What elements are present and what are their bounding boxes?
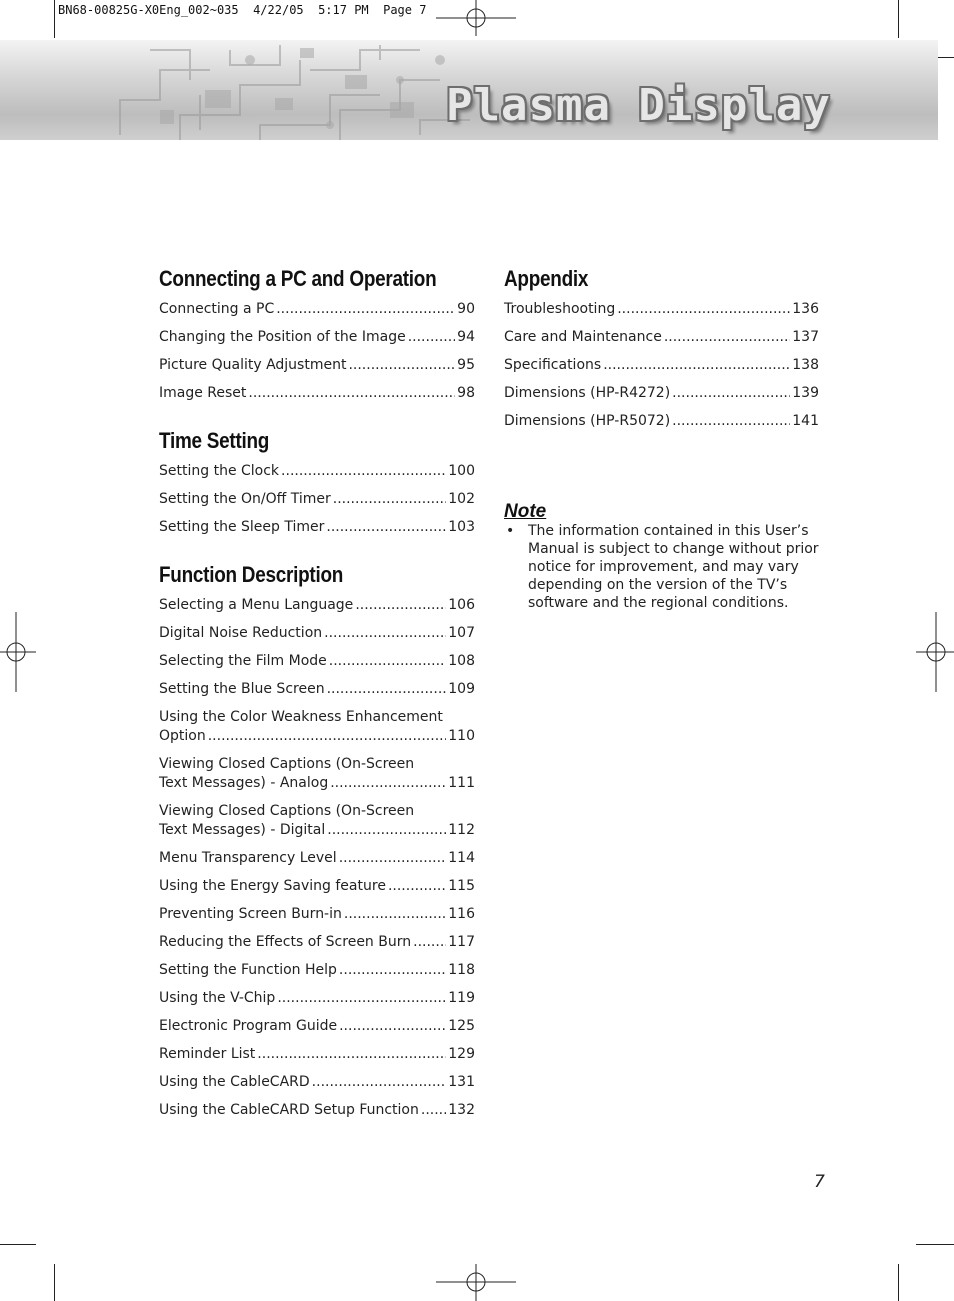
- toc-page-number: 100: [448, 463, 475, 479]
- toc-entry[interactable]: [504, 324, 819, 352]
- toc-page-number: 115: [448, 878, 475, 894]
- note-body: [506, 522, 826, 612]
- toc-entry-title-cont: Text Messages) - Analog: [159, 775, 329, 791]
- note-bullet: •: [506, 523, 515, 539]
- toc-entry-title-cont: Text Messages) - Digital: [159, 822, 326, 838]
- toc-entry-title-cont: Option: [159, 728, 206, 744]
- toc-entry-title: Using the CableCARD Setup Function: [159, 1102, 419, 1118]
- toc-entry[interactable]: [159, 514, 475, 542]
- dot-leader: [257, 1045, 446, 1064]
- toc-entry-title: Connecting a PC: [159, 301, 275, 317]
- toc-entry-title: Specifications: [504, 357, 602, 373]
- print-slug: BN68-00825G-X0Eng_002~035 4/22/05 5:17 PM Page 7: [58, 3, 427, 17]
- toc-entry-title: Dimensions (HP-R5072): [504, 413, 671, 429]
- dot-leader: [672, 412, 790, 431]
- toc-page-number: 110: [448, 728, 475, 744]
- toc-list: [159, 458, 475, 542]
- toc-entry[interactable]: [159, 1041, 475, 1069]
- toc-page-number: 95: [457, 357, 475, 373]
- toc-entry-title: Selecting the Film Mode: [159, 653, 327, 669]
- dot-leader: [324, 624, 446, 643]
- toc-entry-title: Electronic Program Guide: [159, 1018, 338, 1034]
- dot-leader: [617, 300, 790, 319]
- toc-page-number: 107: [448, 625, 475, 641]
- section-heading: Function Description: [159, 562, 344, 587]
- toc-entry[interactable]: [159, 845, 475, 873]
- toc-page-number: 90: [457, 301, 475, 317]
- toc-entry[interactable]: [159, 380, 475, 408]
- toc-entry-title: Dimensions (HP-R4272): [504, 385, 671, 401]
- toc-entry[interactable]: [159, 296, 475, 324]
- note-text: The information contained in this User’s Manual is subject to change without prior notice for improvement, and may vary depending on the version of the TV’s software and the regional conditions.: [528, 523, 819, 611]
- toc-entry-title: Troubleshooting: [504, 301, 616, 317]
- toc-entry-title: Image Reset: [159, 385, 247, 401]
- toc-page-number: 114: [448, 850, 475, 866]
- toc-entry[interactable]: [159, 352, 475, 380]
- toc-section: [504, 266, 819, 436]
- toc-entry[interactable]: [504, 296, 819, 324]
- toc-entry[interactable]: [159, 901, 475, 929]
- dot-leader: [339, 1017, 446, 1036]
- toc-page-number: 136: [792, 301, 819, 317]
- dot-leader: [339, 849, 447, 868]
- toc-page-number: 94: [457, 329, 475, 345]
- toc-entry-title: Setting the Sleep Timer: [159, 519, 325, 535]
- toc-page-number: 131: [448, 1074, 475, 1090]
- dot-leader: [327, 680, 447, 699]
- toc-list: [504, 296, 819, 436]
- section-heading: Appendix: [504, 266, 589, 291]
- toc-entry[interactable]: [159, 458, 475, 486]
- toc-entry[interactable]: [159, 592, 475, 620]
- dot-leader: [277, 989, 446, 1008]
- toc-page-number: 137: [792, 329, 819, 345]
- toc-entry[interactable]: [159, 957, 475, 985]
- toc-entry-title: Using the Energy Saving feature: [159, 878, 386, 894]
- toc-entry-title: Viewing Closed Captions (On-Screen: [159, 756, 415, 772]
- dot-leader: [355, 596, 446, 615]
- toc-entry[interactable]: [159, 620, 475, 648]
- dot-leader: [333, 490, 447, 509]
- note-heading: Note: [504, 501, 547, 522]
- toc-page-number: 118: [448, 962, 475, 978]
- toc-entry-title: Setting the Blue Screen: [159, 681, 325, 697]
- dot-leader: [339, 961, 446, 980]
- toc-section: [159, 562, 475, 1125]
- registration-mark-right: [914, 612, 954, 692]
- toc-page-number: 119: [448, 990, 475, 1006]
- toc-entry[interactable]: [504, 408, 819, 436]
- toc-entry[interactable]: [159, 486, 475, 514]
- toc-entry[interactable]: [159, 929, 475, 957]
- toc-entry-title: Picture Quality Adjustment: [159, 357, 347, 373]
- toc-page-number: 125: [448, 1018, 475, 1034]
- registration-mark-bottom: [436, 1264, 516, 1301]
- toc-entry-title: Setting the Function Help: [159, 962, 337, 978]
- toc-page-number: 112: [448, 822, 475, 838]
- toc-entry[interactable]: [159, 985, 475, 1013]
- toc-page-number: 102: [448, 491, 475, 507]
- dot-leader: [281, 462, 446, 481]
- dot-leader: [348, 356, 455, 375]
- toc-entry-title: Using the V-Chip: [159, 990, 276, 1006]
- toc-list: [159, 296, 475, 408]
- dot-leader: [312, 1073, 447, 1092]
- toc-page-number: 141: [792, 413, 819, 429]
- registration-mark-top: [436, 0, 516, 36]
- toc-section: [159, 428, 475, 542]
- toc-entry-title: Menu Transparency Level: [159, 850, 337, 866]
- toc-page-number: 111: [448, 775, 475, 791]
- dot-leader: [248, 384, 455, 403]
- toc-page-number: 109: [448, 681, 475, 697]
- toc-page-number: 132: [448, 1102, 475, 1118]
- toc-column-right: [504, 266, 819, 456]
- toc-entry[interactable]: [159, 751, 475, 798]
- toc-entry-title: Viewing Closed Captions (On-Screen: [159, 803, 415, 819]
- toc-entry-title: Reminder List: [159, 1046, 256, 1062]
- toc-page-number: 108: [448, 653, 475, 669]
- toc-entry-title: Care and Maintenance: [504, 329, 662, 345]
- banner-title: Plasma Display: [446, 80, 831, 131]
- dot-leader: [344, 905, 446, 924]
- toc-entry[interactable]: [159, 1013, 475, 1041]
- toc-page-number: 98: [457, 385, 475, 401]
- toc-entry[interactable]: [504, 352, 819, 380]
- toc-entry-title: Digital Noise Reduction: [159, 625, 323, 641]
- toc-entry[interactable]: [159, 704, 475, 751]
- toc-entry[interactable]: [504, 380, 819, 408]
- toc-entry-title: Using the Color Weakness Enhancement: [159, 709, 443, 725]
- section-heading: Time Setting: [159, 428, 270, 453]
- toc-page-number: 139: [792, 385, 819, 401]
- toc-entry[interactable]: [159, 1069, 475, 1097]
- toc-page-number: 117: [448, 934, 475, 950]
- dot-leader: [329, 652, 447, 671]
- toc-entry-title: Selecting a Menu Language: [159, 597, 354, 613]
- dot-leader: [603, 356, 790, 375]
- dot-leader: [408, 328, 455, 347]
- page-number: 7: [814, 1172, 825, 1192]
- toc-entry-title: Changing the Position of the Image: [159, 329, 406, 345]
- dot-leader: [330, 774, 446, 793]
- toc-section: [159, 266, 475, 408]
- toc-page-number: 138: [792, 357, 819, 373]
- toc-entry-title: Setting the Clock: [159, 463, 280, 479]
- dot-leader: [208, 727, 447, 746]
- toc-entry[interactable]: [159, 324, 475, 352]
- registration-mark-left: [0, 612, 36, 692]
- dot-leader: [388, 877, 446, 896]
- toc-page-number: 106: [448, 597, 475, 613]
- dot-leader: [672, 384, 790, 403]
- toc-entry[interactable]: [159, 648, 475, 676]
- toc-page-number: 103: [448, 519, 475, 535]
- dot-leader: [421, 1101, 446, 1120]
- toc-entry-title: Preventing Screen Burn-in: [159, 906, 342, 922]
- toc-entry-title: Setting the On/Off Timer: [159, 491, 331, 507]
- dot-leader: [327, 821, 446, 840]
- toc-entry[interactable]: [159, 1097, 475, 1125]
- toc-entry[interactable]: [159, 676, 475, 704]
- dot-leader: [413, 933, 446, 952]
- header-banner: [0, 40, 938, 140]
- toc-page-number: 129: [448, 1046, 475, 1062]
- dot-leader: [326, 518, 446, 537]
- toc-entry-title: Reducing the Effects of Screen Burn: [159, 934, 412, 950]
- toc-column-left: [159, 266, 475, 1145]
- toc-page-number: 116: [448, 906, 475, 922]
- dot-leader: [664, 328, 790, 347]
- dot-leader: [276, 300, 455, 319]
- toc-entry[interactable]: [159, 873, 475, 901]
- toc-entry[interactable]: [159, 798, 475, 845]
- toc-entry-title: Using the CableCARD: [159, 1074, 310, 1090]
- toc-list: [159, 592, 475, 1125]
- section-heading: Connecting a PC and Operation: [159, 266, 437, 291]
